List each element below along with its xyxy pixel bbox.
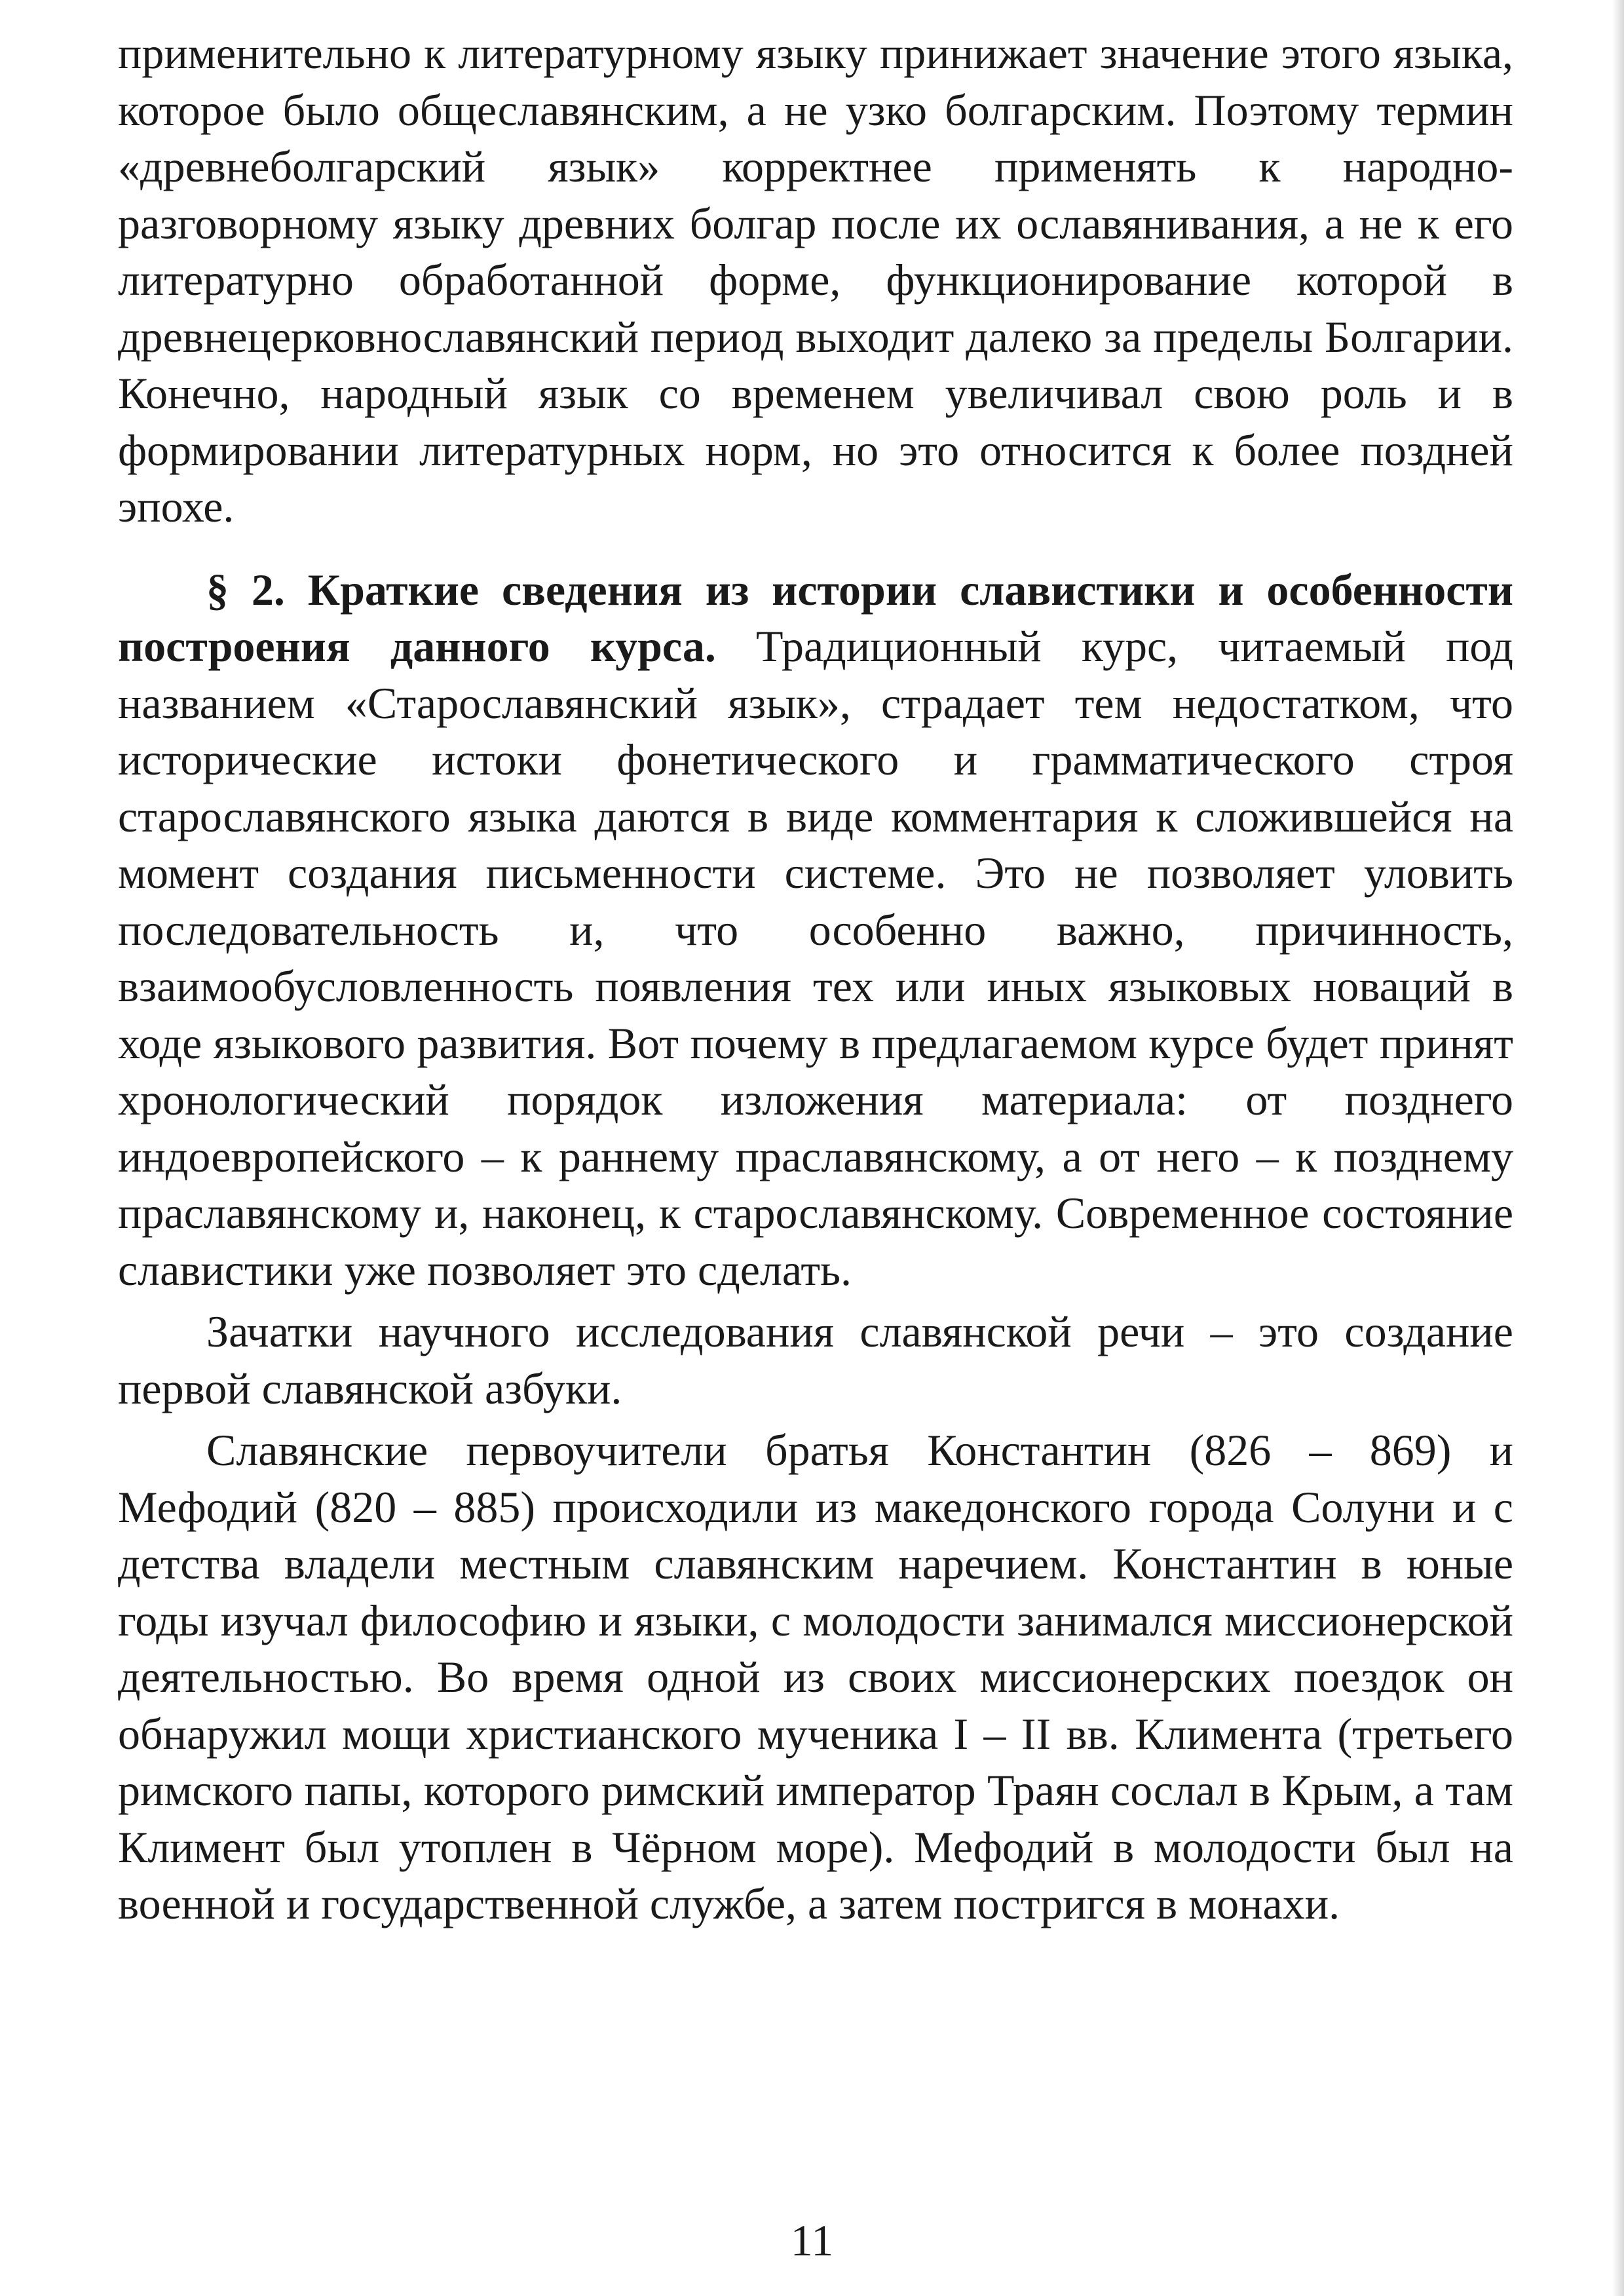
paragraph-2 <box>118 562 1513 1299</box>
paragraph-2-body: Традиционный курс, читаемый под названием «Старославянский язык», страдает тем недостатком, что исторические истоки фонетического и грамматического строя старославянского языка даются в виде комментария к сложившейся на момент создания письменности системе. Это не позволяет уловить последовательность и, что особенно важно, причинность, взаимообусловленность появления тех или иных языковых новаций в ходе языкового развития. Вот почему в предлагаемом курсе будет принят хронологический порядок изложения материала: от позднего индоевропейского – к раннему праславянскому, а от него – к позднему праславянскому и, наконец, к старославянскому. Современное состояние славистики уже позволяет это сделать. <box>118 621 1513 1295</box>
paragraph-1: применительно к литературному языку принижает значение этого языка, которое было общеславянским, а не узко болгарским. Поэтому термин «древнеболгарский язык» корректнее применять к народно-разговорному языку древних болгар после их ославянивания, а не к его литературно обработанной форме, функционирование которой в древнецерковнославянский период выходит далеко за пределы Болгарии. Конечно, народный язык со временем увеличивал свою роль и в формировании литературных норм, но это относится к более поздней эпохе. <box>118 28 1513 531</box>
page-number: 11 <box>790 2215 834 2265</box>
scan-edge-shadow <box>1612 0 1624 2296</box>
section-heading: § 2. Краткие сведения из истории славистики и особенности построения данного курса. <box>118 564 1513 671</box>
body-text <box>118 25 1513 1932</box>
paragraph-3: Зачатки научного исследования славянской речи – это создание первой славянской азбуки. <box>118 1307 1513 1413</box>
paragraph-4: Славянские первоучители братья Константин (826 – 869) и Мефодий (820 – 885) происходили из македонского города Солуни и с детства владели местным славянским наречием. Константин в юные годы изучал философию и языки, с молодости занимался миссионерской деятельностью. Во время одной из своих миссионерских поездок он обнаружил мощи христианского мученика I – II вв. Климента (третьего римского папы, которого римский император Траян сослал в Крым, а там Климент был утоплен в Чёрном море). Мефодий в молодости был на военной и государственной службе, а затем постригся в монахи. <box>118 1425 1513 1928</box>
